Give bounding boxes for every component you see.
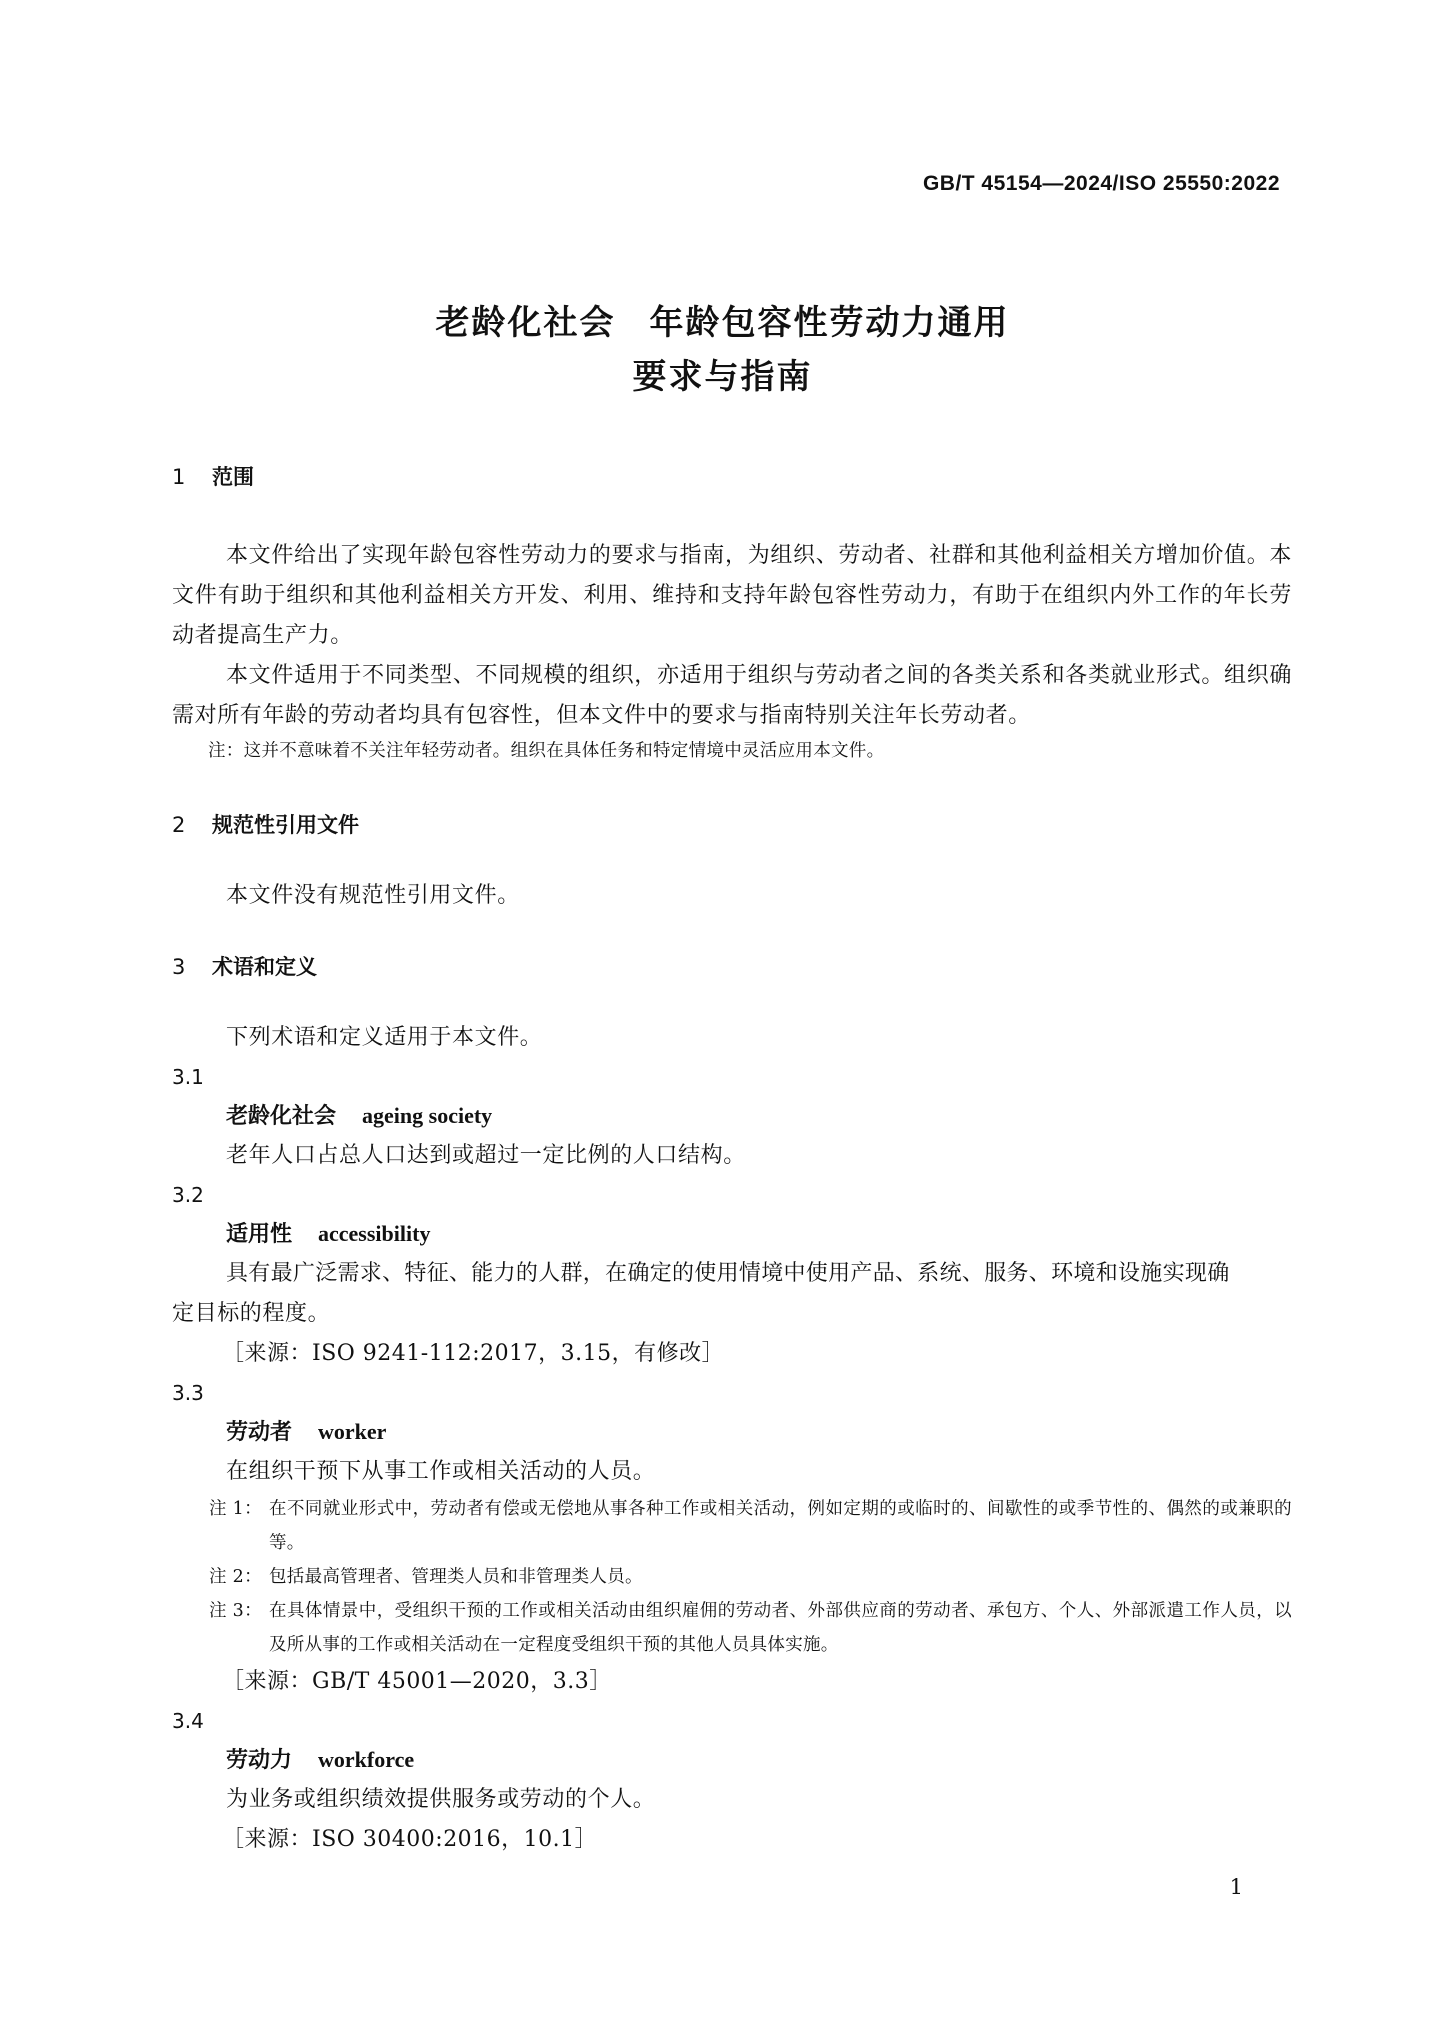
term-source: ［来源：ISO 9241-112:2017，3.15，有修改］ bbox=[222, 1341, 725, 1366]
term-number: 3.3 bbox=[172, 1381, 204, 1405]
term-number: 3.1 bbox=[172, 1065, 204, 1089]
title-part-1: 老龄化社会 bbox=[435, 303, 616, 343]
term-name: 适用性 accessibility bbox=[226, 1221, 431, 1247]
term-note-2: 注 2： 包括最高管理者、管理类人员和非管理类人员。 bbox=[209, 1567, 643, 1587]
document-body bbox=[172, 462, 1292, 1860]
section-1-paragraph-1: 本文件给出了实现年龄包容性劳动力的要求与指南，为组织、劳动者、社群和其他利益相关方增加价值。本文件有助于组织和其他利益相关方开发、利用、维持和支持年龄包容性劳动力，有助于在组织内外工作的年长劳动者提高生产力。 bbox=[172, 543, 1292, 648]
term-number: 3.4 bbox=[172, 1709, 204, 1733]
term-name: 劳动者 worker bbox=[226, 1419, 387, 1445]
term-definition-line-1: 具有最广泛需求、特征、能力的人群，在确定的使用情境中使用产品、系统、服务、环境和设施实现确 bbox=[226, 1261, 1230, 1286]
section-3-heading: 3 术语和定义 bbox=[172, 955, 317, 979]
term-note-1: 注 1： 在不同就业形式中，劳动者有偿或无偿地从事各种工作或相关活动，例如定期的或临时的、间歇性的或季节性的、偶然的或兼职的等。 bbox=[209, 1499, 1292, 1553]
section-2-heading: 2 规范性引用文件 bbox=[172, 813, 359, 837]
page-number: 1 bbox=[1229, 1875, 1243, 1899]
title-line-1 bbox=[0, 296, 1445, 350]
section-1-heading: 1 范围 bbox=[172, 465, 254, 489]
term-note-3: 注 3： 在具体情景中，受组织干预的工作或相关活动由组织雇佣的劳动者、外部供应商的劳动者、承包方、个人、外部派遣工作人员，以及所从事的工作或相关活动在一定程度受组织干预的其他人员具体实施。 bbox=[209, 1601, 1292, 1655]
term-definition-line-2: 定目标的程度。 bbox=[172, 1301, 331, 1326]
title-part-2: 年龄包容性劳动力通用 bbox=[649, 303, 1010, 343]
term-source: ［来源：ISO 30400:2016，10.1］ bbox=[222, 1827, 598, 1852]
term-name: 老龄化社会 ageing society bbox=[226, 1103, 493, 1129]
term-definition: 老年人口占总人口达到或超过一定比例的人口结构。 bbox=[226, 1143, 746, 1168]
section-1-paragraph-2: 本文件适用于不同类型、不同规模的组织，亦适用于组织与劳动者之间的各类关系和各类就业形式。组织确需对所有年龄的劳动者均具有包容性，但本文件中的要求与指南特别关注年长劳动者。 bbox=[172, 663, 1292, 728]
term-definition: 为业务或组织绩效提供服务或劳动的个人。 bbox=[226, 1787, 656, 1812]
term-source: ［来源：GB/T 45001—2020，3.3］ bbox=[222, 1669, 612, 1694]
section-1-note: 注：这并不意味着不关注年轻劳动者。组织在具体任务和特定情境中灵活应用本文件。 bbox=[208, 741, 885, 761]
term-name: 劳动力 workforce bbox=[226, 1747, 415, 1773]
term-number: 3.2 bbox=[172, 1183, 204, 1207]
standard-code: GB/T 45154—2024/ISO 25550:2022 bbox=[922, 172, 1280, 195]
title-line-2: 要求与指南 bbox=[632, 357, 813, 397]
document-title bbox=[0, 296, 1445, 404]
term-definition: 在组织干预下从事工作或相关活动的人员。 bbox=[226, 1459, 656, 1484]
section-2-paragraph: 本文件没有规范性引用文件。 bbox=[226, 883, 520, 908]
section-3-intro: 下列术语和定义适用于本文件。 bbox=[226, 1025, 543, 1050]
